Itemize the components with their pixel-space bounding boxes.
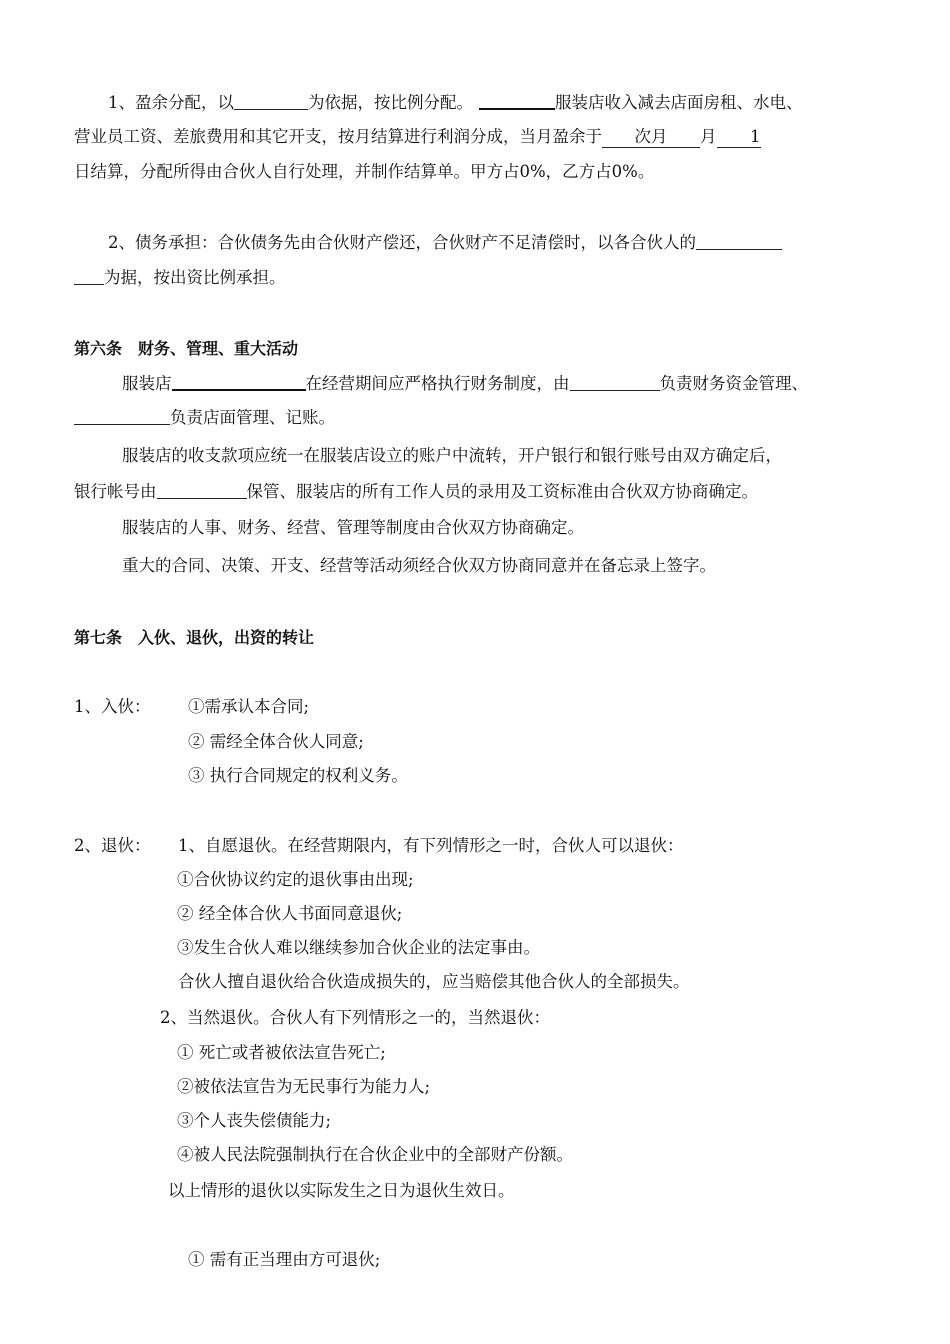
join-item: ①需承认本合同; <box>188 697 310 716</box>
text: 银行帐号由 <box>74 482 157 501</box>
withdraw-label: 2、退伙： <box>74 836 151 855</box>
text: 1、盈余分配，以 <box>108 93 234 112</box>
article6-p1-line2 <box>74 408 335 428</box>
automatic-item: ① 死亡或者被依法宣告死亡; <box>177 1043 386 1062</box>
text: 服装店收入减去店面房租、水电、 <box>555 93 803 112</box>
text: 营业员工资、差旅费用和其它开支，按月结算进行利润分成，当月盈余于 <box>74 127 602 146</box>
profit-distribution-line1 <box>108 92 803 113</box>
automatic-item: ②被依法宣告为无民事行为能力人; <box>177 1077 431 1096</box>
automatic-item: ④被人民法院强制执行在合伙企业中的全部财产份额。 <box>177 1145 573 1164</box>
text: 服装店 <box>122 374 172 393</box>
join-item: ③ 执行合同规定的权利义务。 <box>188 766 408 785</box>
article6-p4: 重大的合同、决策、开支、经营等活动须经合伙双方协商同意并在备忘录上签字。 <box>122 556 716 575</box>
voluntary-item: ①合伙协议约定的退伙事由出现; <box>177 870 414 889</box>
blank-field[interactable] <box>172 373 306 391</box>
voluntary-item: ③发生合伙人难以继续参加合伙企业的法定事由。 <box>177 938 540 957</box>
automatic-title: 2、当然退伙。合伙人有下列情形之一的，当然退伙： <box>160 1008 550 1027</box>
blank-field[interactable] <box>696 233 782 250</box>
blank-field[interactable] <box>74 268 104 285</box>
article6-heading: 第六条 财务、管理、重大活动 <box>74 339 299 358</box>
profit-distribution-line2 <box>74 127 761 148</box>
text: 负责店面管理、记账。 <box>170 408 335 427</box>
blank-field[interactable] <box>234 93 308 110</box>
text: 保管、服装店的所有工作人员的录用及工资标准由合伙双方协商确定。 <box>246 482 758 501</box>
text: 在经营期间应严格执行财务制度，由 <box>305 374 570 393</box>
join-label: 1、入伙： <box>74 697 151 716</box>
article6-p2-line2 <box>74 482 758 502</box>
filled-day[interactable]: 1 <box>717 127 761 148</box>
article6-p2-line1: 服装店的收支款项应统一在服装店设立的账户中流转，开户银行和银行账号由双方确定后， <box>122 446 782 465</box>
filled-next-month[interactable]: 次月 <box>602 127 700 148</box>
article6-p3: 服装店的人事、财务、经营、管理等制度由合伙双方协商确定。 <box>122 518 584 537</box>
text: 负责财务资金管理、 <box>659 374 808 393</box>
automatic-item: ③个人丧失偿债能力; <box>177 1111 332 1130</box>
article7-heading: 第七条 入伙、退伙，出资的转让 <box>74 628 315 647</box>
voluntary-title: 1、自愿退伙。在经营期限内，有下列情形之一时，合伙人可以退伙： <box>178 836 684 855</box>
debt-line2 <box>74 268 286 288</box>
text: 为据，按出资比例承担。 <box>104 268 286 287</box>
withdraw-condition-item: ① 需有正当理由方可退伙; <box>188 1250 381 1269</box>
voluntary-item: ② 经全体合伙人书面同意退伙; <box>177 904 403 923</box>
voluntary-note: 合伙人擅自退伙给合伙造成损失的，应当赔偿其他合伙人的全部损失。 <box>178 972 690 991</box>
profit-distribution-line3: 日结算，分配所得由合伙人自行处理，并制作结算单。甲方占0%，乙方占0%。 <box>74 162 655 181</box>
debt-line1 <box>108 233 782 253</box>
effective-note: 以上情形的退伙以实际发生之日为退伙生效日。 <box>168 1181 515 1200</box>
blank-field[interactable] <box>157 482 247 499</box>
blank-field[interactable] <box>479 92 555 110</box>
blank-field[interactable] <box>74 408 170 425</box>
text: 为依据，按比例分配。 <box>308 93 473 112</box>
text: 月 <box>700 127 717 146</box>
blank-field[interactable] <box>570 374 660 391</box>
text: 2、债务承担：合伙债务先由合伙财产偿还，合伙财产不足清偿时，以各合伙人的 <box>108 233 696 252</box>
article6-p1-line1 <box>122 373 808 394</box>
join-item: ② 需经全体合伙人同意; <box>188 732 364 751</box>
